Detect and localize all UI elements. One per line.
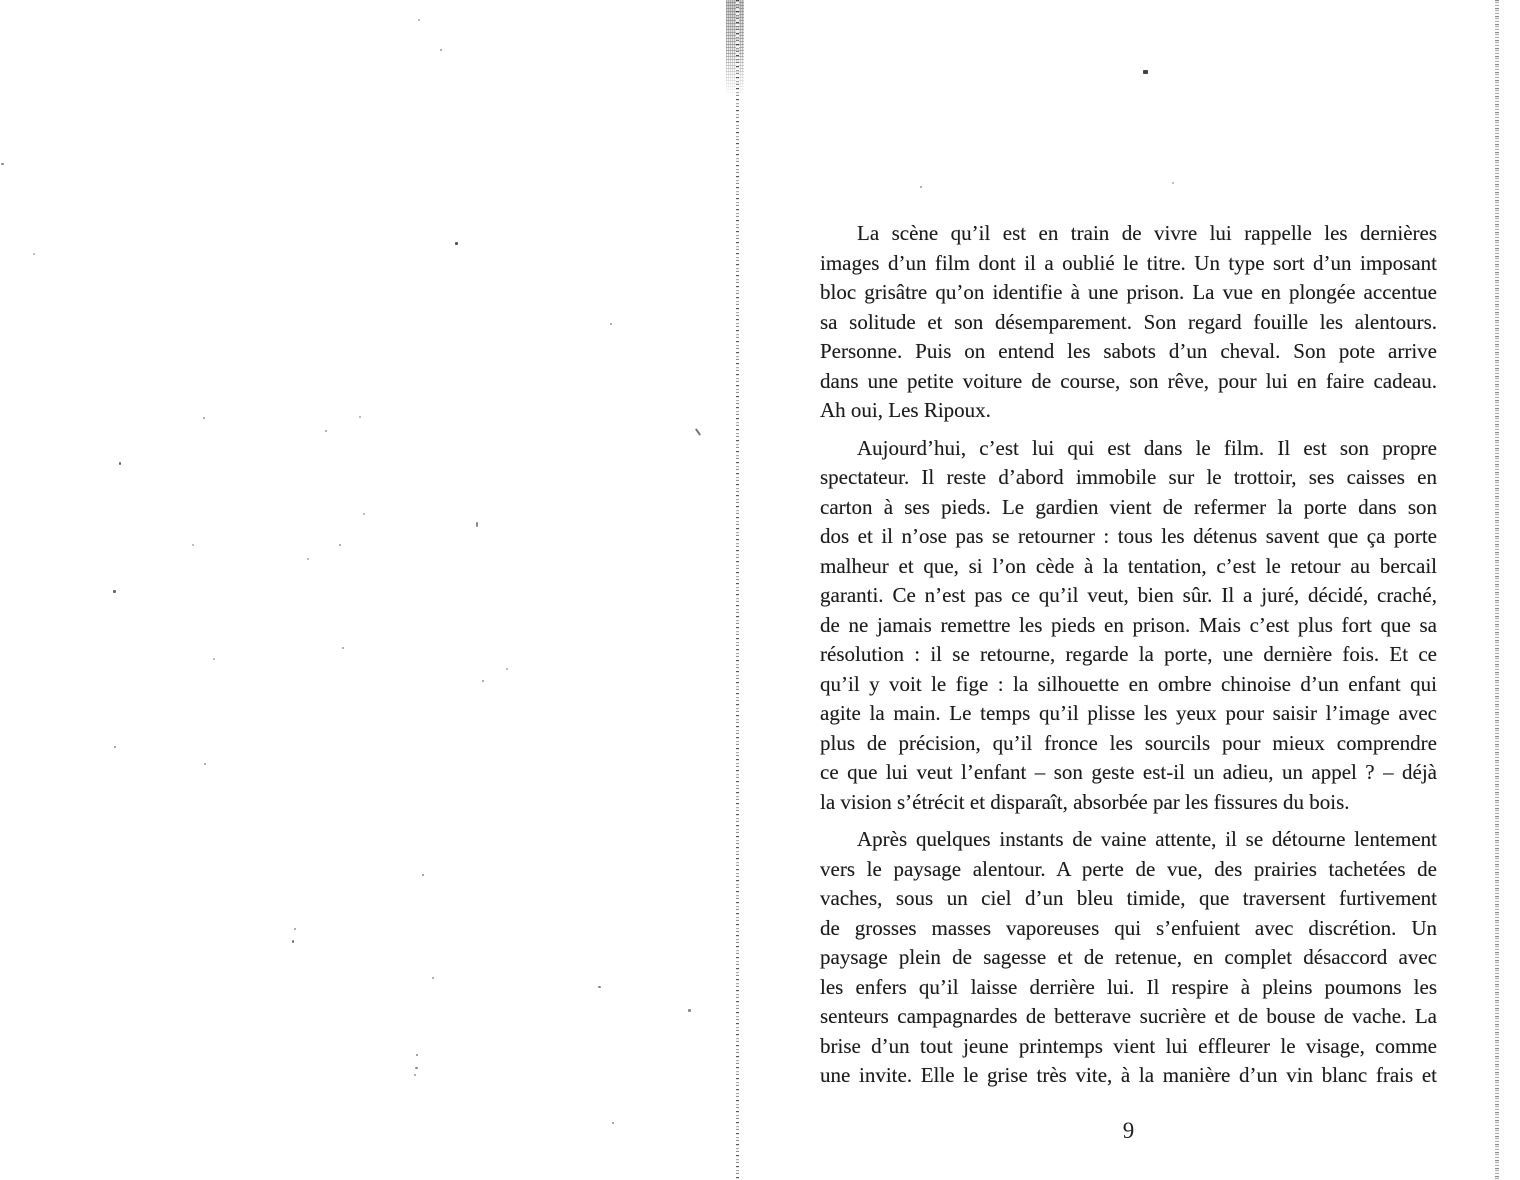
- text-line: une invite. Elle le grise très vite, à la manière d’un vin blanc frais et: [820, 1063, 1437, 1087]
- scan-speck: [113, 590, 116, 593]
- scan-speck: [119, 462, 121, 465]
- text-line: senteurs campagnardes de betterave sucrière et de bouse de vache. La: [820, 1004, 1437, 1028]
- scan-speck: [598, 986, 601, 988]
- scan-speck: [610, 323, 612, 325]
- scan-speck: [33, 253, 35, 255]
- text-line: spectateur. Il reste d’abord immobile sur le trottoir, ses caisses en: [820, 465, 1437, 489]
- scan-speck: [363, 513, 365, 515]
- paragraph: [820, 434, 1437, 818]
- scan-speck: [204, 763, 206, 765]
- text-line: dans une petite voiture de course, son rêve, pour lui en faire cadeau.: [820, 368, 1437, 393]
- text-line: qu’il y voit le fige : la silhouette en ombre chinoise d’un enfant qui: [820, 671, 1437, 696]
- scan-speck: [192, 544, 194, 546]
- binding-gutter-shadow: [726, 0, 744, 96]
- scan-speck: [294, 928, 296, 930]
- scan-speck: [359, 416, 361, 418]
- text-line: brise d’un tout jeune printemps vient lui effleurer le visage, comme: [820, 1033, 1437, 1058]
- scan-speck: [114, 746, 116, 748]
- scan-speck: [612, 1122, 614, 1124]
- scan-speck: [416, 1054, 418, 1056]
- text-line: Ah oui, Les Ripoux.: [820, 398, 991, 422]
- scan-speck: [203, 417, 205, 419]
- scan-speck: [292, 940, 294, 943]
- text-line: paysage plein de sagesse et de retenue, en complet désaccord avec: [820, 945, 1437, 969]
- scan-speck: [482, 680, 484, 682]
- paragraph: [820, 825, 1437, 1091]
- page-edge-strip: [1495, 0, 1499, 1180]
- text-line: ce que lui veut l’enfant – son geste est-il un adieu, un appel ? – déjà: [820, 760, 1437, 784]
- text-line: plus de précision, qu’il fronce les sourcils pour mieux comprendre: [820, 730, 1437, 755]
- scan-speck: [414, 1074, 416, 1076]
- scan-speck: [339, 544, 341, 546]
- scan-speck: [476, 522, 478, 527]
- text-line: Après quelques instants de vaine attente, il se détourne lentement: [857, 827, 1437, 851]
- scan-speck: [415, 1067, 418, 1069]
- scan-speck: [688, 1009, 691, 1012]
- scan-speck: [418, 19, 420, 21]
- text-line: carton à ses pieds. Le gardien vient de refermer la porte dans son: [820, 494, 1437, 519]
- scan-speck: [455, 242, 458, 245]
- scan-speck: [307, 558, 309, 560]
- scan-speck: [506, 668, 508, 670]
- text-line: Aujourd’hui, c’est lui qui est dans le film. Il est son propre: [857, 435, 1437, 460]
- text-line: dos et il n’ose pas se retourner : tous les détenus savent que ça porte: [820, 524, 1437, 548]
- text-line: sa solitude et son désemparement. Son regard fouille les alentours.: [820, 309, 1437, 334]
- text-line: images d’un film dont il a oublié le titre. Un type sort d’un imposant: [820, 250, 1437, 275]
- scan-speck: [432, 977, 434, 979]
- left-page-blank: [0, 0, 737, 1180]
- scan-speck: [1, 163, 4, 165]
- scan-speck: [1143, 70, 1148, 74]
- text-line: garanti. Ce n’est pas ce qu’il veut, bien sûr. Il a juré, décidé, craché,: [820, 583, 1437, 607]
- scan-speck: [342, 647, 344, 649]
- text-line: de grosses masses vaporeuses qui s’enfuient avec discrétion. Un: [820, 915, 1437, 940]
- scan-speck: [213, 658, 215, 660]
- text-line: les enfers qu’il laisse derrière lui. Il respire à pleins poumons les: [820, 974, 1437, 999]
- text-line: résolution : il se retourne, regarde la porte, une dernière fois. Et ce: [820, 642, 1437, 666]
- text-line: la vision s’étrécit et disparaît, absorbée par les fissures du bois.: [820, 789, 1350, 814]
- scan-speck: [1172, 182, 1174, 184]
- text-line: Personne. Puis on entend les sabots d’un cheval. Son pote arrive: [820, 339, 1437, 363]
- scan-speck: [325, 430, 327, 432]
- scan-speck: [422, 874, 424, 876]
- text-line: agite la main. Le temps qu’il plisse les yeux pour saisir l’image avec: [820, 701, 1437, 725]
- text-line: vers le paysage alentour. A perte de vue, des prairies tachetées de: [820, 856, 1437, 881]
- page-text-block: [820, 219, 1437, 1091]
- text-line: La scène qu’il est en train de vivre lui rappelle les dernières: [857, 221, 1437, 245]
- text-line: bloc grisâtre qu’on identifie à une prison. La vue en plongée accentue: [820, 280, 1437, 304]
- paragraph: [820, 219, 1437, 426]
- text-line: de ne jamais remettre les pieds en prison. Mais c’est plus fort que sa: [820, 612, 1437, 637]
- page-number: 9: [1122, 1118, 1135, 1143]
- scan-speck: [440, 49, 442, 51]
- text-line: vaches, sous un ciel d’un bleu timide, que traversent furtivement: [820, 886, 1437, 910]
- scan-speck: [920, 186, 922, 188]
- binding-gutter-line: [736, 0, 739, 1180]
- text-line: malheur et que, si l’on cède à la tentation, c’est le retour au bercail: [820, 553, 1437, 578]
